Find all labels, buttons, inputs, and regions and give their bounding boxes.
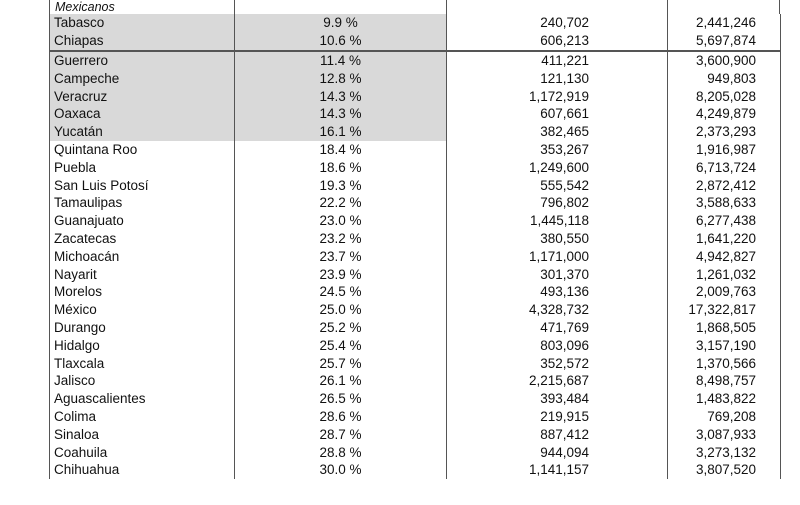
state-cell: Morelos	[50, 283, 235, 301]
table-row	[50, 141, 781, 159]
value-a-cell: 1,141,157	[447, 461, 668, 479]
percentage-cell: 14.3 %	[235, 87, 447, 105]
value-b-cell: 3,273,132	[668, 443, 781, 461]
value-b-cell: 1,370,566	[668, 354, 781, 372]
value-b-cell: 1,916,987	[668, 141, 781, 159]
percentage-cell: 18.4 %	[235, 141, 447, 159]
value-b-cell: 3,157,190	[668, 336, 781, 354]
value-a-cell: 607,661	[447, 105, 668, 123]
value-b-cell: 1,868,505	[668, 319, 781, 337]
state-cell: Guerrero	[50, 51, 235, 70]
percentage-cell: 23.9 %	[235, 265, 447, 283]
value-a-cell: 380,550	[447, 230, 668, 248]
state-cell: Sinaloa	[50, 425, 235, 443]
data-table-container	[49, 0, 780, 479]
value-a-cell: 240,702	[447, 14, 668, 32]
percentage-cell: 11.4 %	[235, 51, 447, 70]
table-row	[50, 461, 781, 479]
state-cell: Coahuila	[50, 443, 235, 461]
state-cell: Jalisco	[50, 372, 235, 390]
percentage-cell: 25.2 %	[235, 319, 447, 337]
table-row	[50, 230, 781, 248]
percentage-cell: 14.3 %	[235, 105, 447, 123]
value-a-cell: 411,221	[447, 51, 668, 70]
table-header	[49, 0, 780, 14]
table-row	[50, 87, 781, 105]
state-cell: Guanajuato	[50, 212, 235, 230]
value-a-cell: 121,130	[447, 69, 668, 87]
state-cell: Zacatecas	[50, 230, 235, 248]
table-row	[50, 443, 781, 461]
state-cell: Chihuahua	[50, 461, 235, 479]
table-row	[50, 176, 781, 194]
table-row	[50, 212, 781, 230]
percentage-cell: 18.6 %	[235, 158, 447, 176]
value-b-cell: 8,205,028	[668, 87, 781, 105]
percentage-cell: 25.7 %	[235, 354, 447, 372]
value-b-cell: 5,697,874	[668, 32, 781, 51]
value-b-cell: 3,588,633	[668, 194, 781, 212]
column-divider	[779, 0, 780, 14]
state-cell: México	[50, 301, 235, 319]
value-a-cell: 803,096	[447, 336, 668, 354]
value-b-cell: 17,322,817	[668, 301, 781, 319]
value-b-cell: 2,373,293	[668, 123, 781, 141]
header-label: Mexicanos	[55, 0, 115, 14]
table-row	[50, 32, 781, 51]
value-b-cell: 949,803	[668, 69, 781, 87]
value-b-cell: 4,249,879	[668, 105, 781, 123]
percentage-cell: 28.7 %	[235, 425, 447, 443]
state-cell: San Luis Potosí	[50, 176, 235, 194]
value-b-cell: 2,872,412	[668, 176, 781, 194]
value-b-cell: 769,208	[668, 408, 781, 426]
value-a-cell: 606,213	[447, 32, 668, 51]
state-cell: Oaxaca	[50, 105, 235, 123]
percentage-cell: 25.0 %	[235, 301, 447, 319]
value-b-cell: 2,441,246	[668, 14, 781, 32]
table-row	[50, 69, 781, 87]
value-a-cell: 352,572	[447, 354, 668, 372]
table-row	[50, 51, 781, 70]
states-table	[49, 14, 781, 479]
state-cell: Michoacán	[50, 247, 235, 265]
percentage-cell: 24.5 %	[235, 283, 447, 301]
table-row	[50, 265, 781, 283]
table-row	[50, 123, 781, 141]
table-row	[50, 336, 781, 354]
table-row	[50, 247, 781, 265]
value-a-cell: 796,802	[447, 194, 668, 212]
state-cell: Colima	[50, 408, 235, 426]
percentage-cell: 19.3 %	[235, 176, 447, 194]
percentage-cell: 28.8 %	[235, 443, 447, 461]
value-a-cell: 382,465	[447, 123, 668, 141]
table-row	[50, 301, 781, 319]
value-b-cell: 6,713,724	[668, 158, 781, 176]
value-a-cell: 887,412	[447, 425, 668, 443]
state-cell: Durango	[50, 319, 235, 337]
value-a-cell: 944,094	[447, 443, 668, 461]
column-divider	[234, 0, 235, 14]
value-b-cell: 2,009,763	[668, 283, 781, 301]
state-cell: Puebla	[50, 158, 235, 176]
value-b-cell: 1,641,220	[668, 230, 781, 248]
table-row	[50, 105, 781, 123]
table-row	[50, 354, 781, 372]
table-row	[50, 390, 781, 408]
percentage-cell: 25.4 %	[235, 336, 447, 354]
value-a-cell: 1,249,600	[447, 158, 668, 176]
value-a-cell: 555,542	[447, 176, 668, 194]
state-cell: Quintana Roo	[50, 141, 235, 159]
value-b-cell: 6,277,438	[668, 212, 781, 230]
value-b-cell: 3,807,520	[668, 461, 781, 479]
value-a-cell: 493,136	[447, 283, 668, 301]
value-a-cell: 219,915	[447, 408, 668, 426]
percentage-cell: 22.2 %	[235, 194, 447, 212]
state-cell: Aguascalientes	[50, 390, 235, 408]
column-divider	[446, 0, 447, 14]
table-row	[50, 194, 781, 212]
percentage-cell: 23.0 %	[235, 212, 447, 230]
state-cell: Hidalgo	[50, 336, 235, 354]
table-row	[50, 158, 781, 176]
column-divider	[667, 0, 668, 14]
value-a-cell: 393,484	[447, 390, 668, 408]
percentage-cell: 9.9 %	[235, 14, 447, 32]
state-cell: Chiapas	[50, 32, 235, 51]
state-cell: Nayarit	[50, 265, 235, 283]
value-b-cell: 1,483,822	[668, 390, 781, 408]
table-row	[50, 372, 781, 390]
percentage-cell: 26.5 %	[235, 390, 447, 408]
table-row	[50, 408, 781, 426]
value-a-cell: 471,769	[447, 319, 668, 337]
percentage-cell: 12.8 %	[235, 69, 447, 87]
state-cell: Tlaxcala	[50, 354, 235, 372]
percentage-cell: 16.1 %	[235, 123, 447, 141]
table-row	[50, 14, 781, 32]
value-a-cell: 1,171,000	[447, 247, 668, 265]
table-row	[50, 425, 781, 443]
table-body	[50, 14, 781, 479]
value-a-cell: 301,370	[447, 265, 668, 283]
state-cell: Tabasco	[50, 14, 235, 32]
state-cell: Veracruz	[50, 87, 235, 105]
value-a-cell: 1,445,118	[447, 212, 668, 230]
value-b-cell: 1,261,032	[668, 265, 781, 283]
percentage-cell: 28.6 %	[235, 408, 447, 426]
percentage-cell: 30.0 %	[235, 461, 447, 479]
value-a-cell: 4,328,732	[447, 301, 668, 319]
value-b-cell: 3,087,933	[668, 425, 781, 443]
state-cell: Tamaulipas	[50, 194, 235, 212]
percentage-cell: 26.1 %	[235, 372, 447, 390]
table-row	[50, 319, 781, 337]
value-b-cell: 3,600,900	[668, 51, 781, 70]
percentage-cell: 23.2 %	[235, 230, 447, 248]
value-a-cell: 2,215,687	[447, 372, 668, 390]
value-a-cell: 1,172,919	[447, 87, 668, 105]
value-b-cell: 8,498,757	[668, 372, 781, 390]
percentage-cell: 23.7 %	[235, 247, 447, 265]
value-a-cell: 353,267	[447, 141, 668, 159]
table-row	[50, 283, 781, 301]
state-cell: Campeche	[50, 69, 235, 87]
state-cell: Yucatán	[50, 123, 235, 141]
column-divider	[49, 0, 50, 14]
value-b-cell: 4,942,827	[668, 247, 781, 265]
percentage-cell: 10.6 %	[235, 32, 447, 51]
